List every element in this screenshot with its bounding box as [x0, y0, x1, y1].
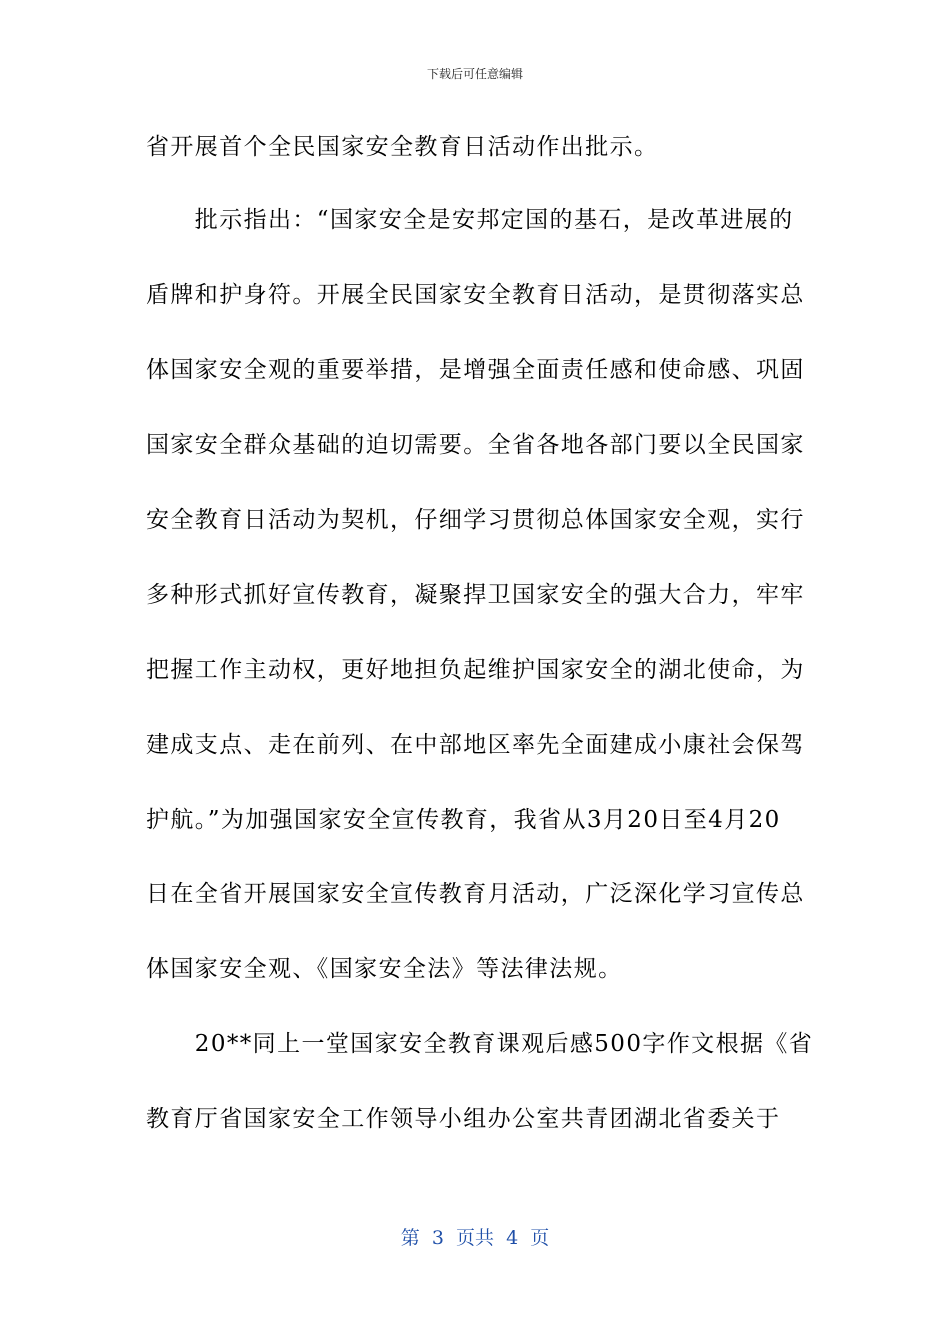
- paragraph-line: 安全教育日活动为契机，仔细学习贯彻总体国家安全观，实行: [146, 507, 805, 533]
- paragraph-line: 多种形式抓好宣传教育，凝聚捍卫国家安全的强大合力，牢牢: [146, 582, 805, 608]
- paragraph-line: 批示指出：“国家安全是安邦定国的基石，是改革进展的: [146, 207, 794, 233]
- paragraph-line: 体国家安全观、《国家安全法》等法律法规。: [146, 956, 623, 982]
- paragraph-line: 教育厅省国家安全工作领导小组办公室共青团湖北省委关于: [146, 1106, 781, 1132]
- paragraph-line: 体国家安全观的重要举措，是增强全面责任感和使命感、巩固: [146, 357, 805, 383]
- paragraph-line: 把握工作主动权，更好地担负起维护国家安全的湖北使命，为: [146, 657, 805, 683]
- paragraph-line: 20**同上一堂国家安全教育课观后感500字作文根据《省: [146, 1031, 814, 1057]
- paragraph-line: 省开展首个全民国家安全教育日活动作出批示。: [146, 134, 659, 160]
- paragraph-line: 护航。”为加强国家安全宣传教育，我省从3月20日至4月20: [146, 807, 781, 833]
- paragraph-line: 日在全省开展国家安全宣传教育月活动，广泛深化学习宣传总: [146, 881, 805, 907]
- page-footer: 第 3 页共 4 页: [400, 1227, 550, 1249]
- paragraph-line: 盾牌和护身符。开展全民国家安全教育日活动，是贯彻落实总: [146, 282, 805, 308]
- page-header: 下载后可任意编辑: [426, 67, 523, 81]
- paragraph-line: 建成支点、走在前列、在中部地区率先全面建成小康社会保驾: [146, 732, 805, 758]
- paragraph-line: 国家安全群众基础的迫切需要。全省各地各部门要以全民国家: [146, 432, 805, 458]
